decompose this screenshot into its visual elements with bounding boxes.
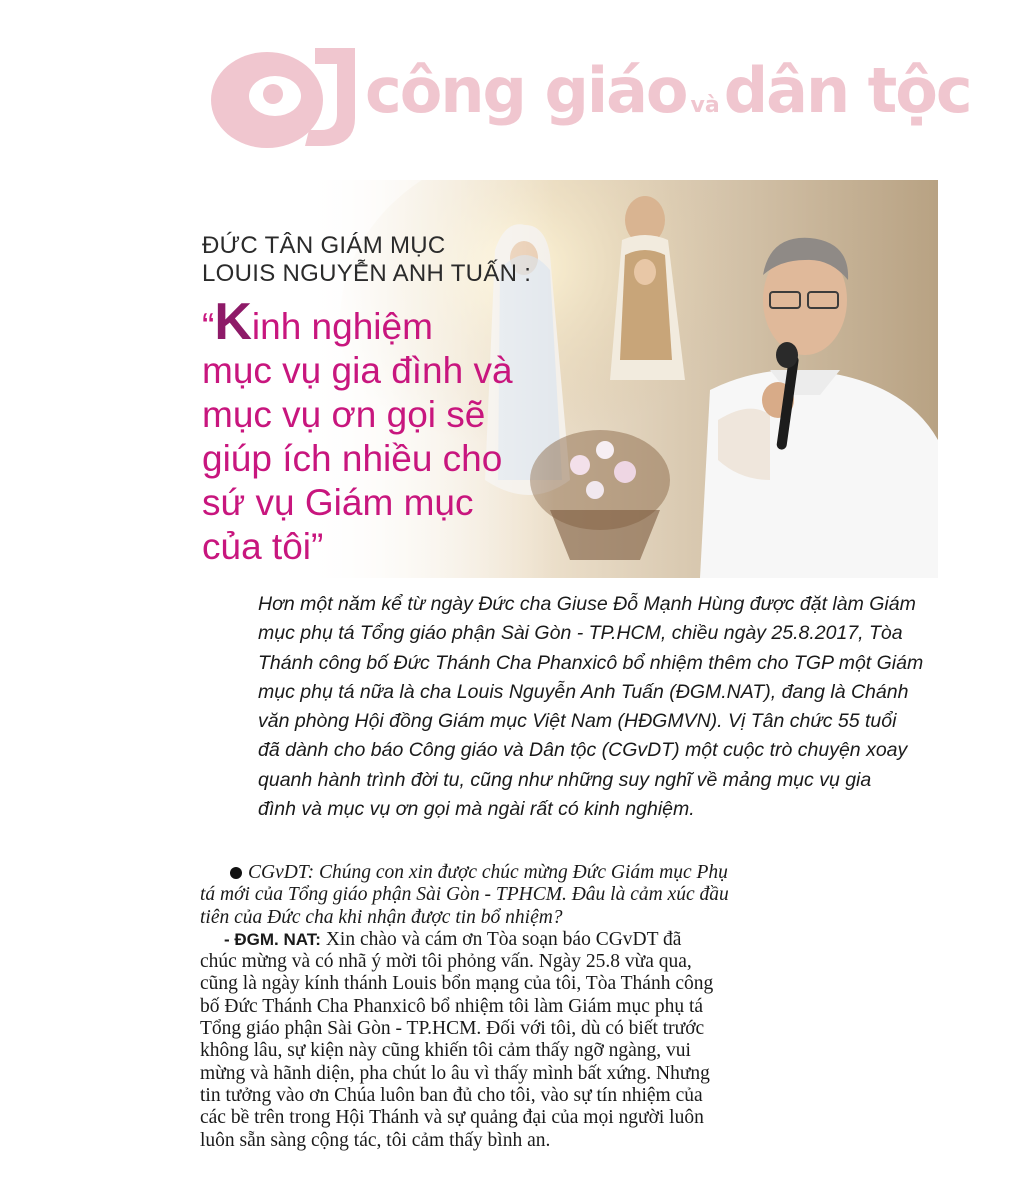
- masthead-title: công giáo vàdân tộc: [365, 54, 971, 127]
- answer-line: - ĐGM. NAT: Xin chào và cám ơn Tòa soạn báo CGvDT đã: [224, 928, 682, 950]
- answer-line: các bề trên trong Hội Thánh và sự quảng đại của mọi người luôn: [200, 1107, 704, 1129]
- bullet-icon: [230, 867, 242, 879]
- lead-line: văn phòng Hội đồng Giám mục Việt Nam (HĐGMVN). Vị Tân chức 55 tuổi: [258, 710, 897, 733]
- headline-line: “Kinh nghiệm: [202, 293, 433, 351]
- kicker-line: ĐỨC TÂN GIÁM MỤC: [202, 232, 446, 259]
- answer-line: mừng và hãnh diện, pha chút lo âu vì thấy mình bất xứng. Nhưng: [200, 1062, 710, 1084]
- answer-line: luôn sẵn sàng cộng tác, tôi cảm thấy bình an.: [200, 1129, 551, 1151]
- cgvdt-logo-icon: [205, 38, 375, 153]
- answer-label: - ĐGM. NAT:: [224, 929, 321, 949]
- question-line: tiên của Đức cha khi nhận được tin bổ nhiệm?: [200, 906, 563, 928]
- answer-line: cũng là ngày kính thánh Louis bổn mạng của tôi, Tòa Thánh công: [200, 973, 714, 995]
- kicker-line: LOUIS NGUYỄN ANH TUẤN :: [202, 260, 532, 287]
- headline-title: [202, 293, 622, 569]
- lead-line: đình và mục vụ ơn gọi mà ngài rất có kinh nghiệm.: [258, 798, 695, 821]
- question-line: tá mới của Tổng giáo phận Sài Gòn - TPHCM. Đâu là cảm xúc đầu: [200, 884, 729, 906]
- answer-line: chúc mừng và có nhã ý mời tôi phỏng vấn. Ngày 25.8 vừa qua,: [200, 951, 692, 973]
- headline-line: sứ vụ Giám mục: [202, 482, 474, 523]
- answer-line: tin tưởng vào ơn Chúa luôn ban đủ cho tôi, vào sự tín nhiệm của: [200, 1084, 703, 1106]
- lead-line: đã dành cho báo Công giáo và Dân tộc (CGvDT) một cuộc trò chuyện xoay: [258, 739, 908, 762]
- lead-paragraph: [258, 590, 924, 824]
- answer-line: Tổng giáo phận Sài Gòn - TP.HCM. Đối với tôi, dù có biết trước: [200, 1018, 705, 1040]
- lead-line: mục phụ tá Tổng giáo phận Sài Gòn - TP.HCM, chiều ngày 25.8.2017, Tòa: [258, 622, 903, 645]
- question-line: CGvDT: Chúng con xin được chúc mừng Đức Giám mục Phụ: [200, 862, 800, 884]
- headline-line: mục vụ gia đình và: [202, 350, 513, 391]
- drop-initial: K: [214, 293, 252, 351]
- lead-line: Thánh công bố Đức Thánh Cha Phanxicô bổ nhiệm thêm cho TGP một Giám: [258, 651, 924, 674]
- lead-line: quanh hành trình đời tu, cũng như những suy nghĩ về mảng mục vụ gia: [258, 768, 872, 791]
- headline-line: giúp ích nhiều cho: [202, 438, 503, 479]
- headline-line: của tôi”: [202, 526, 324, 567]
- answer-line: bố Đức Thánh Cha Phanxicô bổ nhiệm tôi làm Giám mục phụ tá: [200, 995, 704, 1017]
- lead-line: mục phụ tá nữa là cha Louis Nguyễn Anh Tuấn (ĐGM.NAT), đang là Chánh: [258, 680, 909, 703]
- headline-kicker: [202, 232, 622, 288]
- lead-line: Hơn một năm kể từ ngày Đức cha Giuse Đỗ Mạnh Hùng được đặt làm Giám: [258, 593, 916, 615]
- masthead: [205, 38, 971, 158]
- headline-line: mục vụ ơn gọi sẽ: [202, 394, 486, 435]
- article-body: [200, 862, 800, 1152]
- answer-line: không lâu, sự kiện này cũng khiến tôi cảm thấy ngỡ ngàng, vui: [200, 1040, 691, 1062]
